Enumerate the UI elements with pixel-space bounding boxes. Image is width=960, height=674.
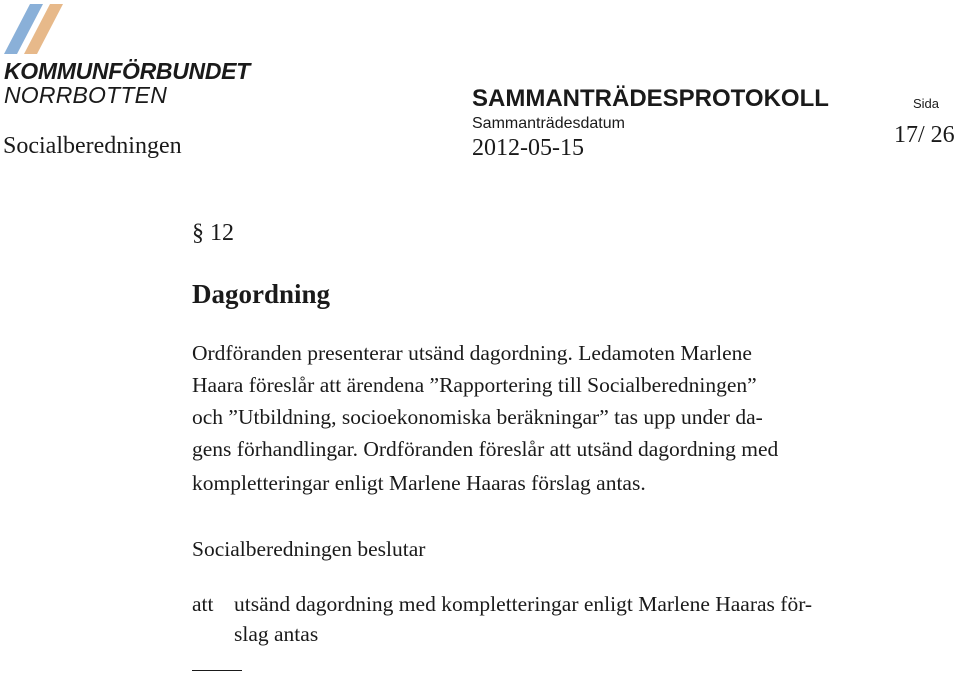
- page-number-label: Sida: [913, 96, 940, 111]
- decision-line: utsänd dagordning med kompletteringar enligt Marlene Haaras för-: [234, 592, 813, 616]
- committee-name: Socialberedningen: [3, 133, 182, 159]
- body-line: gens förhandlingar. Ordföranden föreslår att utsänd dagordning med: [192, 437, 779, 461]
- page-number-value: 17/ 26: [894, 122, 955, 148]
- section-heading: Dagordning: [192, 279, 331, 309]
- paragraph-number: § 12: [192, 220, 234, 246]
- meeting-date-label: Sammanträdesdatum: [472, 115, 625, 132]
- body-line: Haara föreslår att ärendena ”Rapportering till Socialberedningen”: [192, 373, 757, 397]
- body-line: och ”Utbildning, socioekonomiska beräkningar” tas upp under da-: [192, 405, 763, 429]
- logo-text-line1: KOMMUNFÖRBUNDET: [4, 58, 250, 84]
- body-line: kompletteringar enligt Marlene Haaras förslag antas.: [192, 471, 646, 495]
- logo-text-line2: NORRBOTTEN: [4, 82, 167, 108]
- end-rule: [192, 670, 242, 671]
- decision-line: slag antas: [234, 622, 319, 646]
- body-line: Ordföranden presenterar utsänd dagordning. Ledamoten Marlene: [192, 341, 752, 365]
- decision-att: att: [192, 592, 214, 616]
- document-title: SAMMANTRÄDESPROTOKOLL: [472, 85, 829, 112]
- meeting-date-value: 2012-05-15: [472, 135, 584, 161]
- decision-heading: Socialberedningen beslutar: [192, 537, 426, 561]
